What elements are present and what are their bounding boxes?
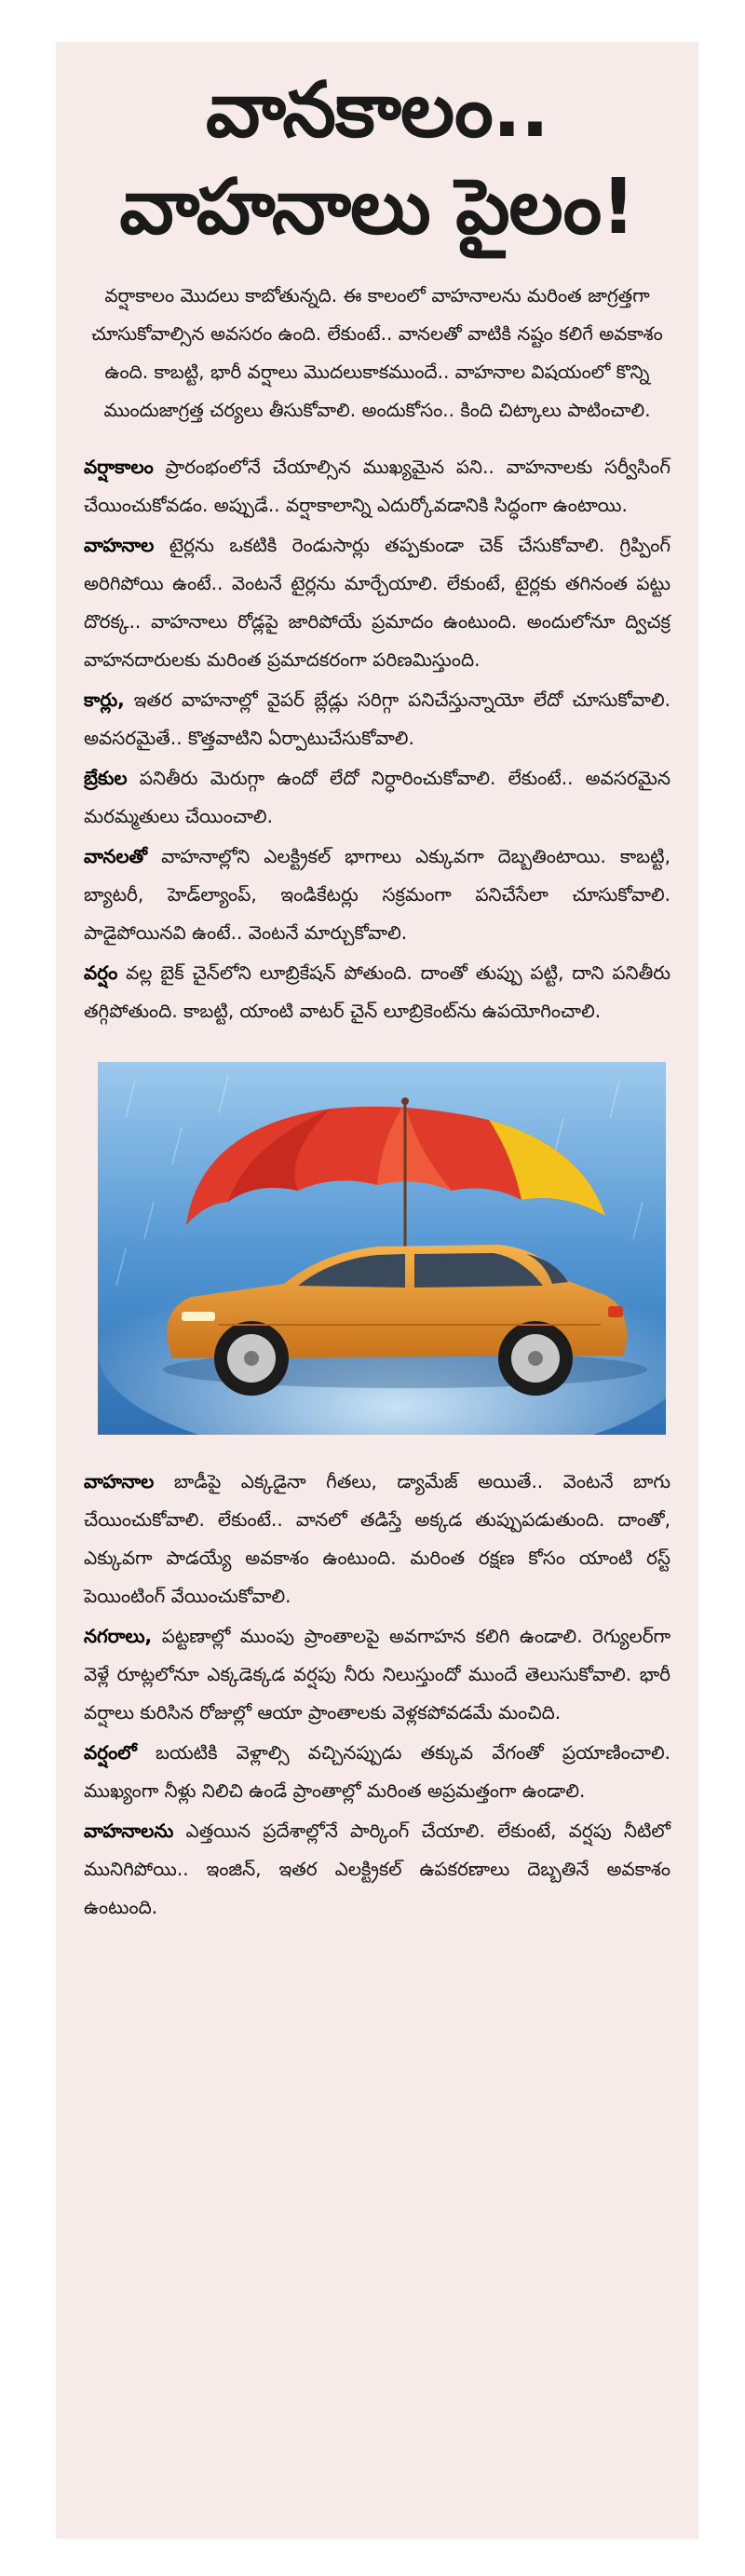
tip-paragraph: [84, 448, 670, 525]
front-wheel-icon: [214, 1321, 289, 1396]
tip-lead-word: వాహనాల: [84, 1470, 155, 1492]
tip-paragraph: [84, 681, 670, 757]
intro-paragraph: వర్షాకాలం మొదలు కాబోతున్నది. ఈ కాలంలో వాహనాలను మరింత జాగ్రత్తగా చూసుకోవాల్సిన అవసరం ఉంది. లేకుంటే.. వానలతో వాటికి నష్టం కలిగే అవకాశం ఉంది. కాబట్టి, భారీ వర్షాలు మొదలుకాకముందే.. వాహనాల విషయంలో కొన్ని ముందుజాగ్రత్త చర్యలు తీసుకోవాలి. అందుకోసం.. కింది చిట్కాలు పాటించాలి.: [91, 284, 663, 421]
tip-text: ఎత్తయిన ప్రదేశాల్లోనే పార్కింగ్ చేయాలి. లేకుంటే, వర్షపు నీటిలో మునిగిపోయి.. ఇంజిన్, ఇతర ఎలక్ట్రికల్ ఉపకరణాలు దెబ్బతినే అవకాశం ఉంటుంది.: [84, 1820, 670, 1918]
tip-lead-word: వర్షంలో: [84, 1741, 137, 1764]
tip-text: వల్ల బైక్ చైన్‌లోని లూబ్రికేషన్ పోతుంది. దాంతో తుప్పు పట్టి, దాని పనితీరు తగ్గిపోతుంది. కాబట్టి, యాంటి వాటర్ చైన్ లూబ్రికెంట్‌ను ఉపయోగించాలి.: [84, 961, 670, 1022]
tip-lead-word: వర్షాకాలం: [84, 456, 154, 478]
tip-paragraph: [84, 838, 670, 952]
tip-paragraph: [84, 526, 670, 679]
rear-wheel-icon: [498, 1321, 573, 1396]
tips-list-before-photo: [84, 448, 670, 1030]
headline: [84, 62, 670, 256]
tip-paragraph: [84, 1734, 670, 1810]
tip-lead-word: వర్షం: [84, 961, 118, 984]
tips-list-after-photo: [84, 1463, 670, 1927]
tip-lead-word: వానలతో: [84, 845, 148, 867]
tip-text: టైర్లను ఒకటికి రెండుసార్లు తప్పకుండా చెక్ చేసుకోవాలి. గ్రిప్పింగ్ అరిగిపోయి ఉంటే.. వెంటనే టైర్లను మార్చేయాలి. లేకుంటే, టైర్లకు తగినంత పట్టు దొరక్క.. వాహనాలు రోడ్లపై జారిపోయే ప్రమాదం ఉంటుంది. అందులోనూ ద్విచక్ర వాహనదారులకు మరింత ప్రమాదకరంగా పరిణమిస్తుంది.: [84, 534, 670, 671]
tip-text: బాడీపై ఎక్కడైనా గీతలు, డ్యామేజ్ అయితే.. వెంటనే బాగు చేయించుకోవాలి. లేకుంటే.. వానలో తడిస్తే అక్కడ తుప్పుపడుతుంది. దాంతో, ఎక్కువగా పాడయ్యే అవకాశం ఉంటుంది. మరింత రక్షణ కోసం యాంటి రస్ట్ పెయింటింగ్ వేయించుకోవాలి.: [84, 1470, 670, 1607]
tip-lead-word: కార్లు,: [84, 688, 125, 711]
tip-paragraph: [84, 954, 670, 1030]
tip-paragraph: [84, 759, 670, 836]
headline-line-2: వాహనాలు పైలం!: [119, 163, 635, 252]
tip-lead-word: వాహనాలను: [84, 1820, 174, 1842]
tip-text: పట్టణాల్లో ముంపు ప్రాంతాలపై అవగాహన కలిగి ఉండాలి. రెగ్యులర్‌గా వెళ్లే రూట్లలోనూ ఎక్కడెక్కడ వర్షపు నీరు నిలుస్తుందో ముందే తెలుసుకోవాలి. భారీ వర్షాలు కురిసిన రోజుల్లో ఆయా ప్రాంతాలకు వెళ్లకపోవడమే మంచిది.: [84, 1625, 670, 1724]
tip-text: బయటికి వెళ్లాల్సి వచ్చినప్పుడు తక్కువ వేగంతో ప్రయాణించాలి. ముఖ్యంగా నీళ్లు నిలిచి ఉండే ప్రాంతాల్లో మరింత అప్రమత్తంగా ఉండాలి.: [84, 1741, 670, 1802]
tip-text: పనితీరు మెరుగ్గా ఉందో లేదో నిర్ధారించుకోవాలి. లేకుంటే.. అవసరమైన మరమ్మతులు చేయించాలి.: [84, 767, 670, 827]
tip-paragraph: [84, 1463, 670, 1615]
tip-lead-word: నగరాలు,: [84, 1625, 153, 1647]
tip-lead-word: బ్రేకుల: [84, 767, 128, 789]
article-page: [56, 42, 698, 2539]
tip-text: ఇతర వాహనాల్లో వైపర్ బ్లేడ్లు సరిగ్గా పనిచేస్తున్నాయో లేదో చూసుకోవాలి. అవసరమైతే.. కొత్తవాటిని ఏర్పాటుచేసుకోవాలి.: [84, 688, 670, 749]
car-under-umbrella-illustration: [98, 1062, 666, 1435]
headline-line-1: వానకాలం..: [205, 66, 549, 155]
tip-text: ప్రారంభంలోనే చేయాల్సిన ముఖ్యమైన పని.. వాహనాలకు సర్వీసింగ్ చేయించుకోవడం. అప్పుడే.. వర్షాకాలాన్ని ఎదుర్కోవడానికి సిద్ధంగా ఉంటాయి.: [84, 456, 670, 516]
tip-paragraph: [84, 1812, 670, 1927]
tip-lead-word: వాహనాల: [84, 534, 155, 556]
tip-paragraph: [84, 1617, 670, 1732]
tip-text: వాహనాల్లోని ఎలక్ట్రికల్ భాగాలు ఎక్కువగా దెబ్బతింటాయి. కాబట్టి, బ్యాటరీ, హెడ్‌ల్యాంప్, ఇండికేటర్లు సక్రమంగా పనిచేసేలా చూసుకోవాలి. పాడైపోయినవి ఉంటే.. వెంటనే మార్చుకోవాలి.: [84, 845, 670, 944]
